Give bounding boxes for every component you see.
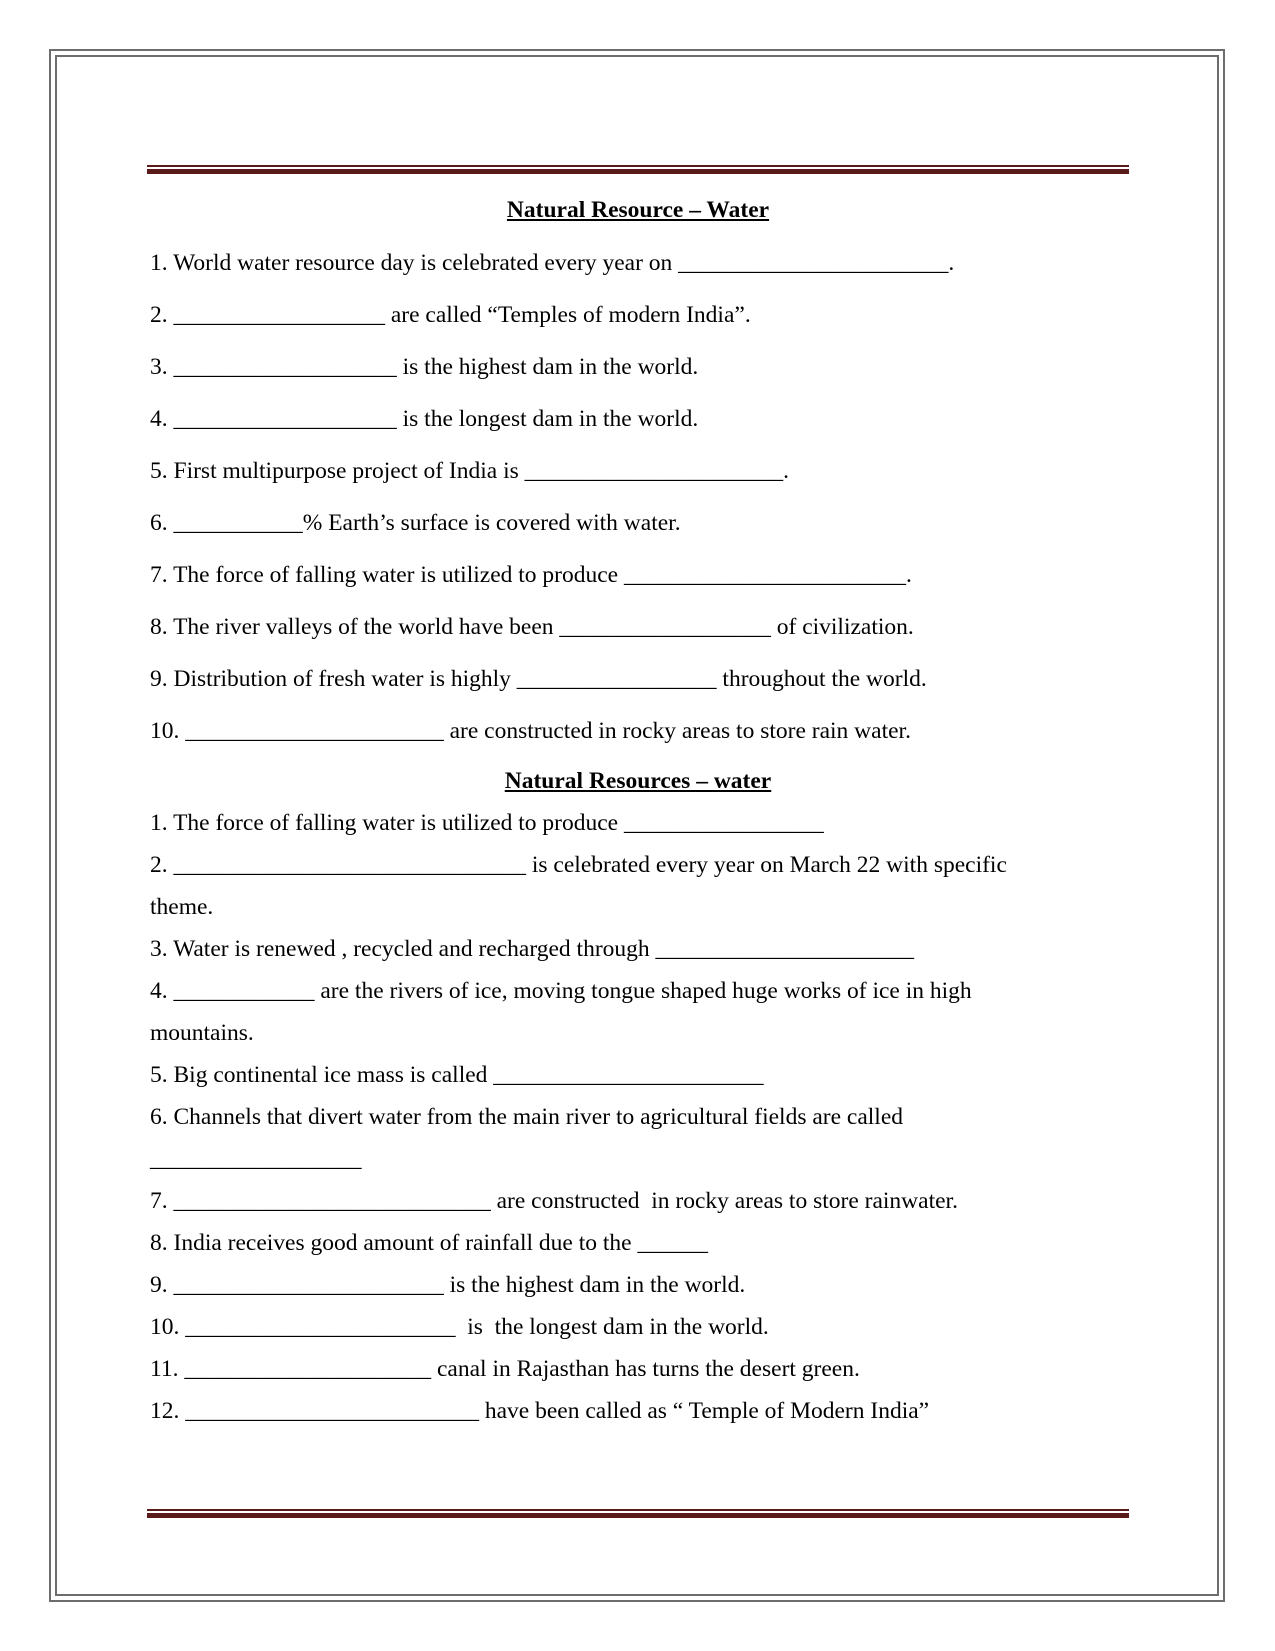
- s1-question-7: 7. The force of falling water is utilized to produce ________________________.: [150, 562, 912, 588]
- section1-title: Natural Resource – Water: [506, 197, 770, 223]
- s2-line-9: __________________: [150, 1146, 362, 1172]
- s1-question-4: 4. ___________________ is the longest dam in the world.: [150, 406, 699, 432]
- s1-question-8: 8. The river valleys of the world have been __________________ of civilization.: [150, 614, 914, 640]
- s2-line-7: 5. Big continental ice mass is called _______________________: [150, 1062, 764, 1088]
- s1-question-6: 6. ___________% Earth’s surface is covered with water.: [150, 510, 681, 536]
- s1-question-10: 10. ______________________ are constructed in rocky areas to store rain water.: [150, 718, 911, 744]
- s1-question-9: 9. Distribution of fresh water is highly _________________ throughout the world.: [150, 666, 927, 692]
- s2-line-6: mountains.: [150, 1020, 254, 1046]
- header-rule: [147, 165, 1129, 174]
- footer-rule: [147, 1509, 1129, 1518]
- s1-question-1: 1. World water resource day is celebrated every year on _______________________.: [150, 250, 955, 276]
- s2-line-13: 10. _______________________ is the longest dam in the world.: [150, 1314, 769, 1340]
- s2-line-4: 3. Water is renewed , recycled and recharged through ______________________: [150, 936, 915, 962]
- s2-line-11: 8. India receives good amount of rainfall due to the ______: [150, 1230, 708, 1256]
- s2-line-14: 11. _____________________ canal in Rajasthan has turns the desert green.: [150, 1356, 860, 1382]
- section2-title: Natural Resources – water: [504, 768, 772, 794]
- s2-line-12: 9. _______________________ is the highest dam in the world.: [150, 1272, 746, 1298]
- s1-question-2: 2. __________________ are called “Temples of modern India”.: [150, 302, 751, 328]
- s2-line-2: 2. ______________________________ is celebrated every year on March 22 with specific: [150, 852, 1007, 878]
- s2-line-15: 12. _________________________ have been called as “ Temple of Modern India”: [150, 1398, 930, 1424]
- s1-question-5: 5. First multipurpose project of India is ______________________.: [150, 458, 790, 484]
- s2-line-10: 7. ___________________________ are constructed in rocky areas to store rainwater.: [150, 1188, 958, 1214]
- s2-line-5: 4. ____________ are the rivers of ice, moving tongue shaped huge works of ice in high: [150, 978, 972, 1004]
- s2-line-1: 1. The force of falling water is utilized to produce _________________: [150, 810, 824, 836]
- s1-question-3: 3. ___________________ is the highest dam in the world.: [150, 354, 699, 380]
- s2-line-8: 6. Channels that divert water from the main river to agricultural fields are called: [150, 1104, 904, 1130]
- s2-line-3: theme.: [150, 894, 214, 920]
